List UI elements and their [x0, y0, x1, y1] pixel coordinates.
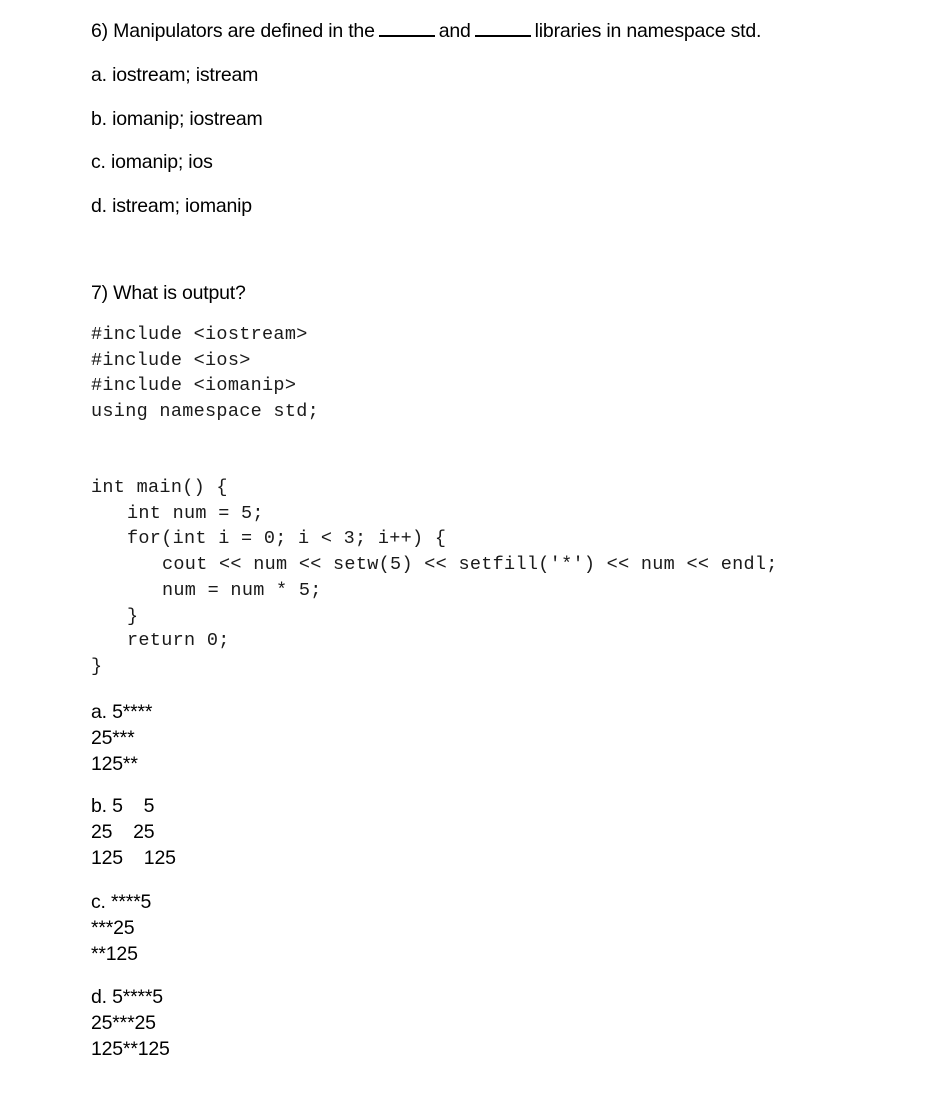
code-line: #include <ios>: [91, 350, 251, 371]
answer-blank-1: [379, 19, 435, 37]
code-line: #include <iostream>: [91, 324, 308, 345]
code-line: }: [91, 656, 103, 677]
question-7-stem: 7) What is output?: [91, 282, 246, 304]
code-line: cout << num << setw(5) << setfill('*') << num << endl;: [162, 554, 778, 575]
code-line: return 0;: [127, 630, 230, 651]
code-line: int main() {: [91, 477, 228, 498]
code-line: num = num * 5;: [162, 580, 322, 601]
option-line: 25***25: [91, 1012, 156, 1034]
option-line: 25***: [91, 727, 135, 749]
q7-option-c: [91, 889, 151, 967]
option-line: 125**125: [91, 1038, 170, 1060]
q7-option-a: [91, 699, 152, 777]
option-line: 125**: [91, 753, 138, 775]
q6-option-a: a. iostream; istream: [91, 64, 259, 86]
option-line: c. ****5: [91, 891, 152, 913]
q6-stem-part3: libraries in namespace std.: [534, 20, 762, 42]
option-line: **125: [91, 943, 138, 965]
option-line: 125 125: [91, 847, 176, 869]
code-line: for(int i = 0; i < 3; i++) {: [127, 528, 447, 549]
option-line: ***25: [91, 917, 135, 939]
code-line: int num = 5;: [127, 503, 264, 524]
code-line: }: [127, 606, 139, 627]
option-line: d. 5****5: [91, 986, 163, 1008]
option-line: 25 25: [91, 821, 155, 843]
question-6-stem: [91, 18, 761, 44]
q6-option-c: c. iomanip; ios: [91, 151, 213, 173]
code-line: using namespace std;: [91, 401, 320, 422]
q6-option-d: d. istream; iomanip: [91, 195, 252, 217]
q6-stem-part1: 6) Manipulators are defined in the: [91, 20, 375, 42]
q6-option-b: b. iomanip; iostream: [91, 108, 263, 130]
q7-option-b: [91, 793, 176, 871]
option-line: b. 5 5: [91, 795, 155, 817]
code-line: #include <iomanip>: [91, 375, 297, 396]
q7-option-d: [91, 984, 170, 1062]
q6-stem-part2: and: [438, 20, 471, 42]
answer-blank-2: [475, 19, 531, 37]
option-line: a. 5****: [91, 701, 153, 723]
